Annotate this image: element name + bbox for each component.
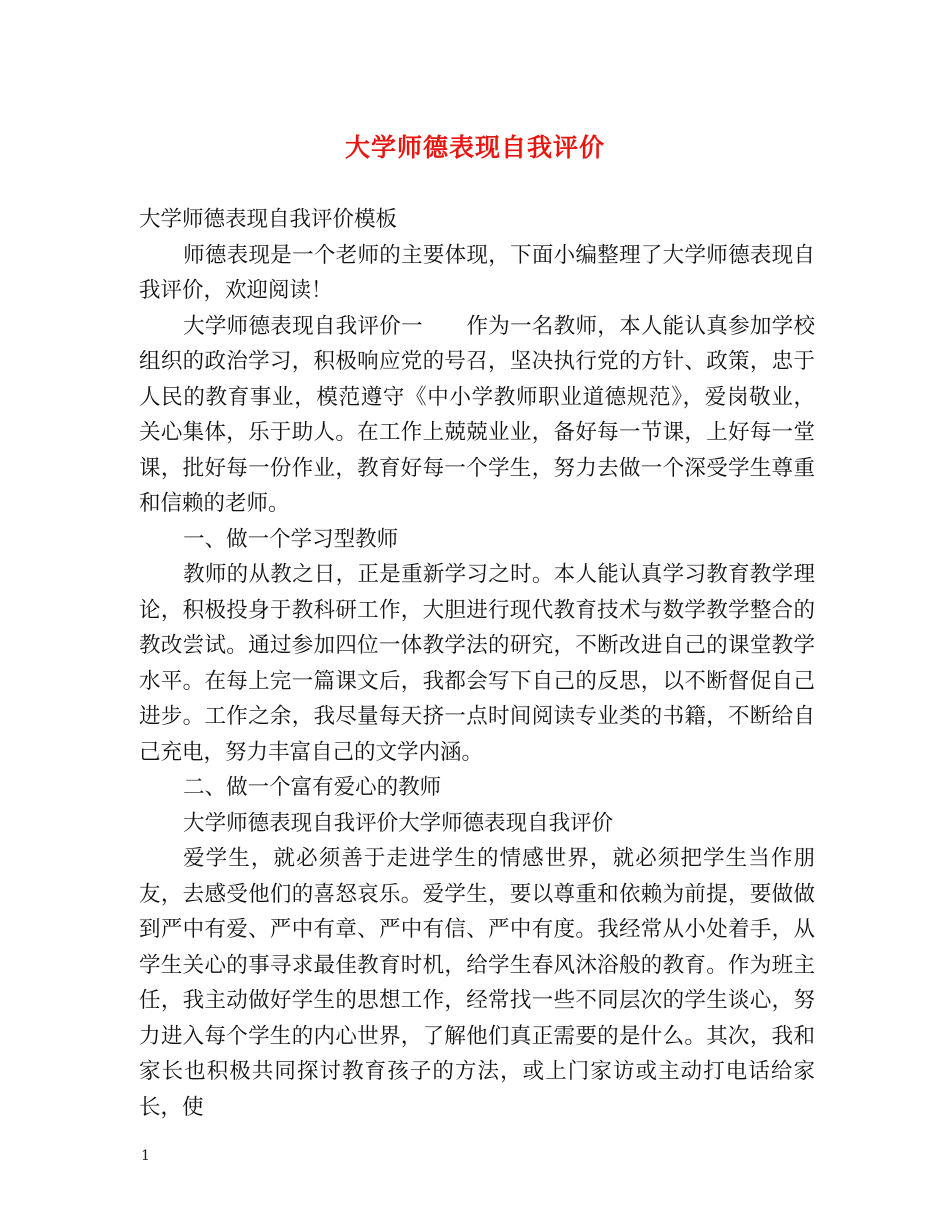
caring-teacher-paragraph: 爱学生，就必须善于走进学生的情感世界，就必须把学生当作朋友，去感受他们的喜怒哀乐。爱学生，要以尊重和依赖为前提，要做做到严中有爱、严中有章、严中有信、严中有度。我经常从小处着手，从学生关心的事寻求最佳教育时机，给学生春风沐浴般的教育。作为班主任，我主动做好学生的思想工作，经常找一些不同层次的学生谈心，努力进入每个学生的内心世界，了解他们真正需要的是什么。其次，我和家长也积极共同探讨教育孩子的方法，或上门家访或主动打电话给家长，使 — [139, 846, 815, 1120]
learning-teacher-paragraph: 教师的从教之日，正是重新学习之时。本人能认真学习教育教学理论，积极投身于教科研工作，大胆进行现代教育技术与数学教学整合的教改尝试。通过参加四位一体教学法的研究，不断改进自己的课堂教学水平。在每上完一篇课文后，我都会写下自己的反思，以不断督促自己进步。工作之余，我尽量每天挤一点时间阅读专业类的书籍，不断给自己充电，努力丰富自己的文学内涵。 — [139, 562, 815, 765]
intro-paragraph: 师德表现是一个老师的主要体现，下面小编整理了大学师德表现自我评价，欢迎阅读！ — [139, 242, 815, 303]
evaluation-one-paragraph: 大学师德表现自我评价一 作为一名教师，本人能认真参加学校组织的政治学习，积极响应党的号召，坚决执行党的方针、政策，忠于人民的教育事业，模范遵守《中小学教师职业道德规范》，爱岗敬业，关心集体，乐于助人。在工作上兢兢业业，备好每一节课，上好每一堂课，批好每一份作业，教育好每一个学生，努力去做一个深受学生尊重和信赖的老师。 — [139, 313, 815, 516]
document-subtitle: 大学师德表现自我评价模板 — [139, 207, 398, 232]
document-title: 大学师德表现自我评价 — [344, 133, 605, 162]
section-heading-caring-teacher: 二、做一个富有爱心的教师 — [183, 775, 442, 800]
document-body — [139, 202, 815, 1125]
page-number: 1 — [141, 1148, 150, 1164]
section-heading-learning-teacher: 一、做一个学习型教师 — [183, 526, 399, 552]
repeated-title-line: 大学师德表现自我评价大学师德表现自我评价 — [183, 810, 614, 836]
